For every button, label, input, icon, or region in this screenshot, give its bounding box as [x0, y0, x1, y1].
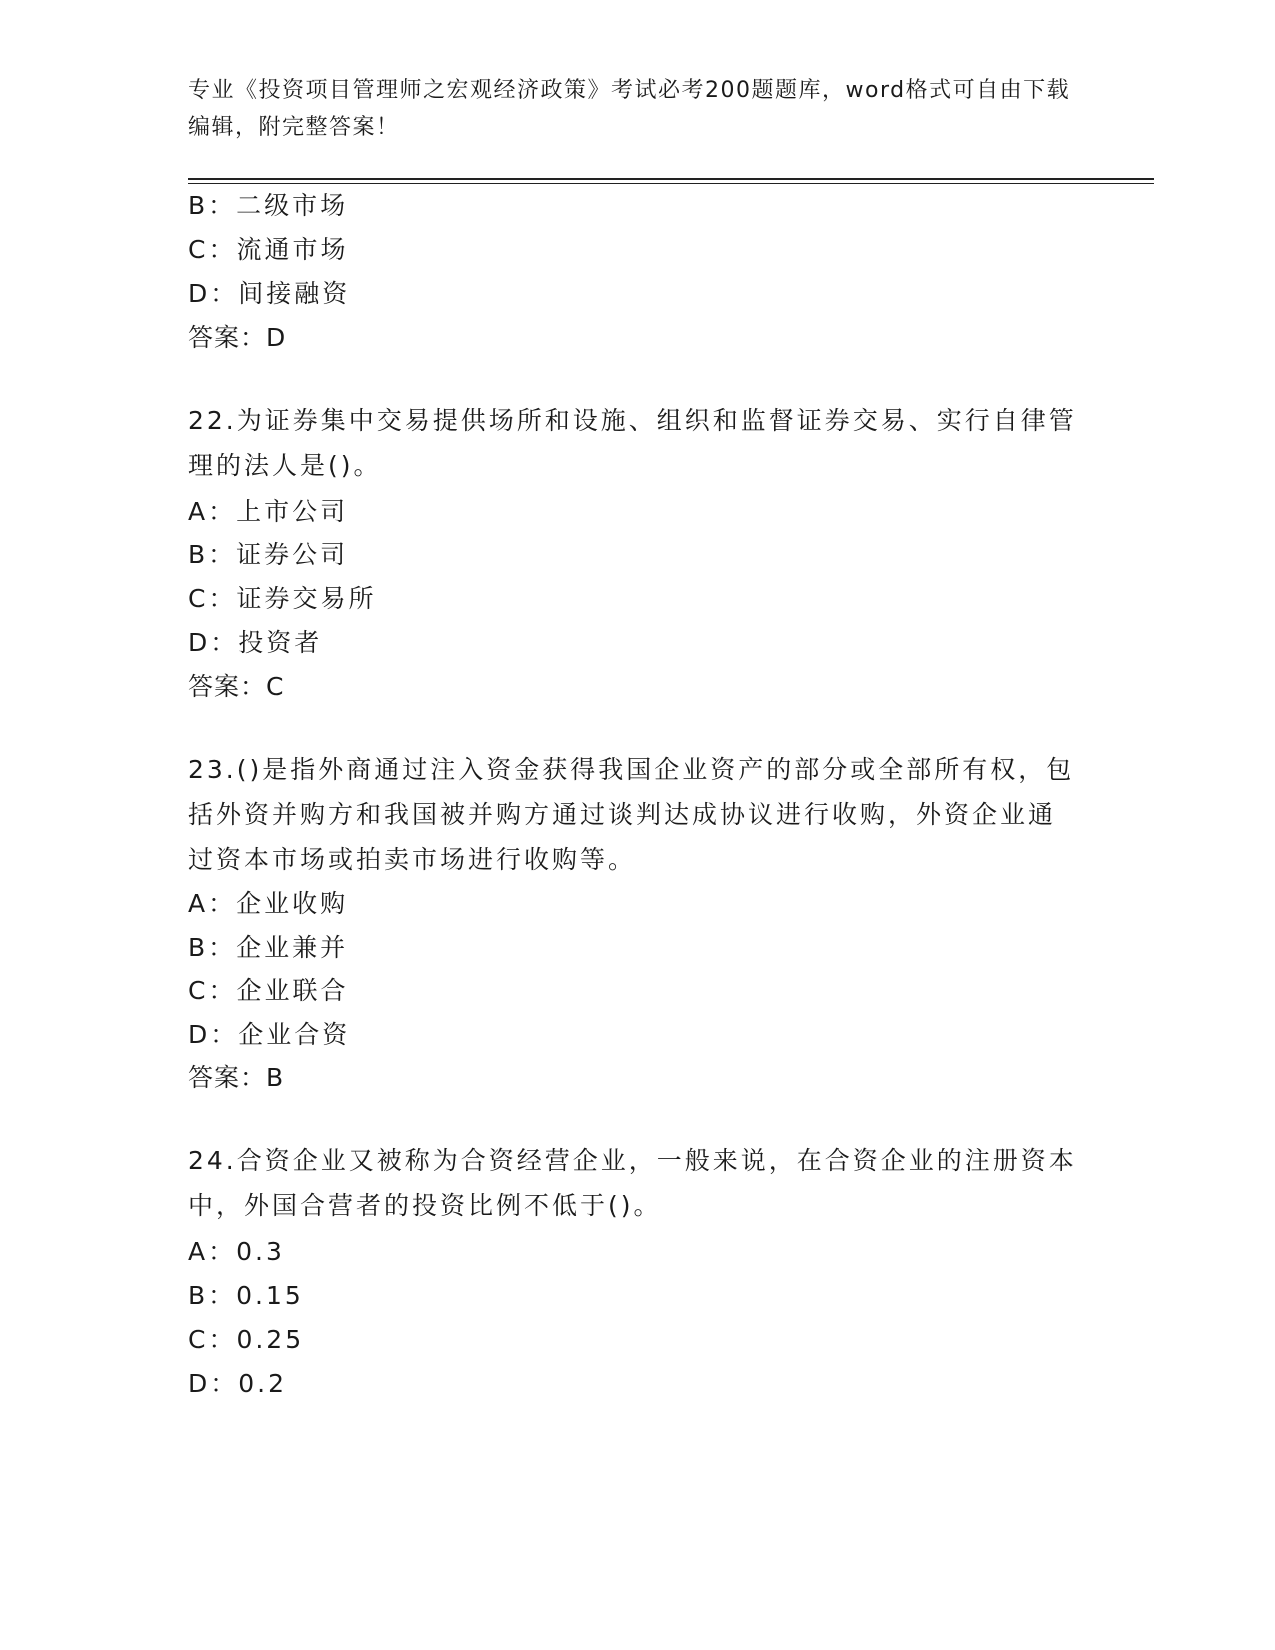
option-b: B：证券公司 — [188, 540, 349, 569]
option-d: D：0.2 — [188, 1369, 288, 1398]
answer: 答案：B — [188, 1063, 285, 1092]
option-b: B：0.15 — [188, 1281, 304, 1310]
question-stem: 23.()是指外商通过注入资金获得我国企业资产的部分或全部所有权，包括外资并购方和我国被并购方通过谈判达成协议进行收购，外资企业通过资本市场或拍卖市场进行收购等。 — [188, 755, 1075, 874]
option-c: C：企业联合 — [188, 976, 349, 1005]
header-divider-thin — [188, 183, 1154, 184]
option-a: A：上市公司 — [188, 497, 349, 526]
option-c: C：证券交易所 — [188, 584, 377, 613]
option-c: C：0.25 — [188, 1325, 305, 1354]
question-stem: 24.合资企业又被称为合资经营企业，一般来说，在合资企业的注册资本中，外国合营者的投资比例不低于()。 — [188, 1146, 1077, 1220]
document-header: 专业《投资项目管理师之宏观经济政策》考试必考200题题库，word格式可自由下载编辑，附完整答案！ — [188, 78, 1071, 140]
option-d: D：企业合资 — [188, 1020, 351, 1049]
option-b: B：企业兼并 — [188, 933, 349, 962]
header-divider-thick — [188, 178, 1154, 180]
option-c: C：流通市场 — [188, 235, 349, 264]
option-d: D：投资者 — [188, 628, 323, 657]
question-stem: 22.为证券集中交易提供场所和设施、组织和监督证券交易、实行自律管理的法人是()。 — [188, 406, 1077, 480]
option-a: A：企业收购 — [188, 889, 349, 918]
option-a: A：0.3 — [188, 1237, 285, 1266]
option-d: D：间接融资 — [188, 279, 351, 308]
answer: 答案：D — [188, 323, 287, 352]
answer: 答案：C — [188, 672, 285, 701]
option-b: B：二级市场 — [188, 191, 349, 220]
